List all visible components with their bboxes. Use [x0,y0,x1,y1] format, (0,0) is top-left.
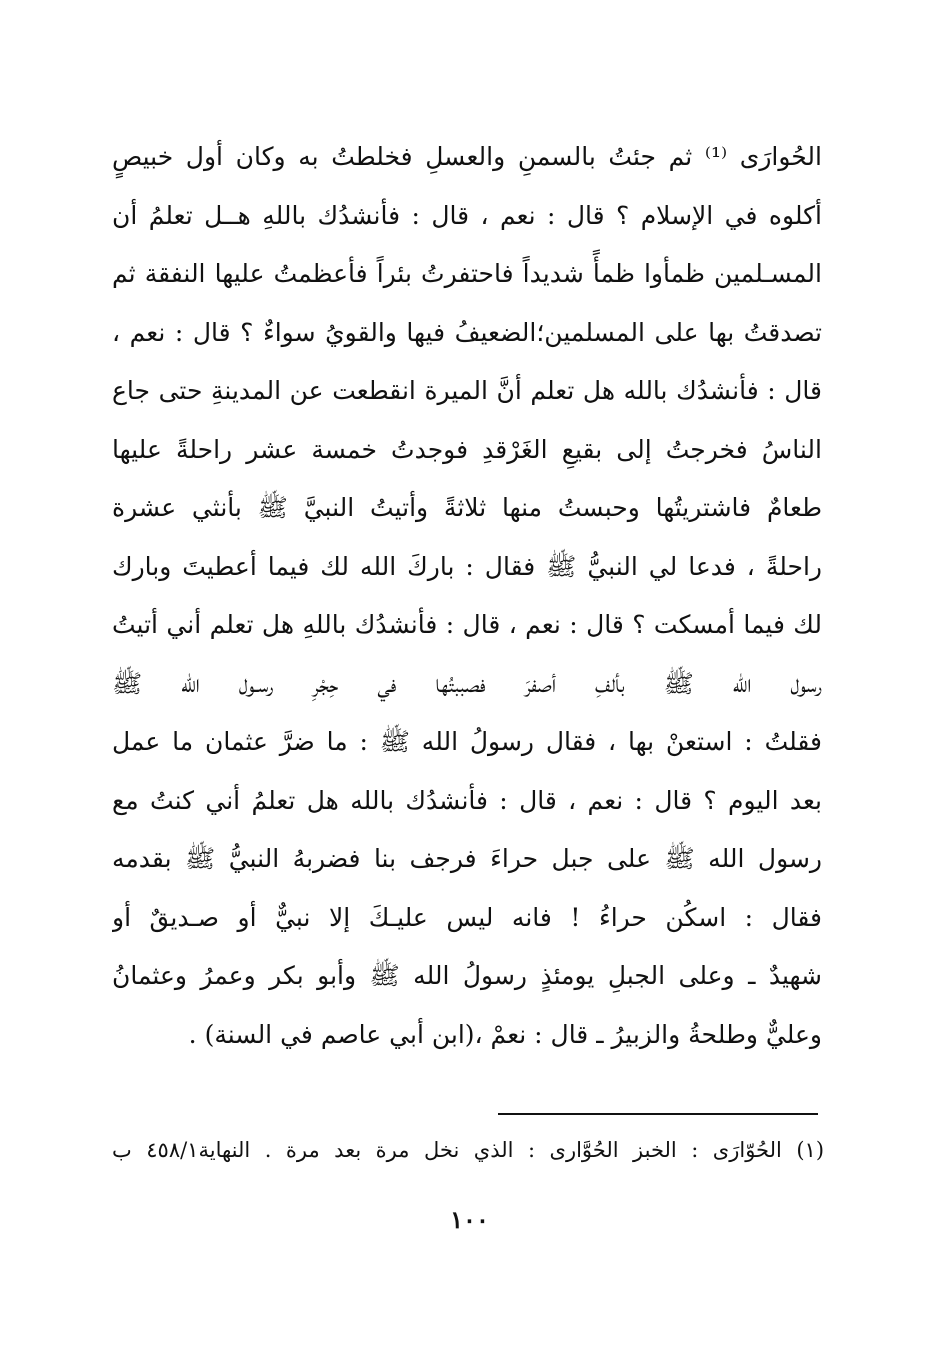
body-line: رسول الله ﷺ على جبل حراءَ فرجف بنا فضربهُ النبيُّ ﷺ بقدمه [112,844,822,873]
body-line: أكلوه في الإسلام ؟ قال : نعم ، قال : فأنشدُك باللهِ هــل تعلمُ أن [112,200,822,230]
body-line: الناسُ فخرجتُ إلى بقيعِ الغَرْقدِ فوجدتُ خمسة عشر راحلةً عليها [112,434,822,464]
body-line: راحلةً ، فدعا لي النبيُّ ﷺ فقال : باركَ الله لك فيما أعطيتَ وبارك [112,551,822,581]
body-line: وعليٌّ وطلحةُ والزبيرُ ـ قال : نعمْ ،(ابن أبي عاصم في السنة) . [188,1019,822,1049]
body-line: رسول الله ﷺ بألفِ أصفرَ فصببتُها في حِجْرِ رسـول الله ﷺ [112,668,822,698]
body-line: المسـلمين ظمأوا ظمأً شديداً فاحتفرتُ بئراً فأعظمتُ عليها النفقة ثم [112,259,822,288]
footnote: (۱) الحُوّارَى : الخبز الحُوَّارى : الذي نخل مرة بعد مرة . النهاية٤٥٨/١ ب [112,1138,824,1162]
body-text [112,128,822,1064]
body-line: قال : فأنشدُك بالله هل تعلم أنَّ الميرة انقطعت عن المدينةِ حتى جاع [112,376,822,405]
body-line: لك فيما أمسكت ؟ قال : نعم ، قال : فأنشدُك باللهِ هل تعلم أني أتيتُ [112,610,822,639]
body-line: شهيدٌ ـ وعلى الجبلِ يومئذٍ رسولُ الله ﷺ وأبو بكر وعمرُ وعثمانُ [112,961,822,990]
body-line: الحُوارَى ⁽¹⁾ ثم جئتُ بالسمنِ والعسلِ فخلطتُ به وكان أول خبيصٍ [112,142,822,171]
body-line: طعامٌ فاشتريتُها وحبستُ منها ثلاثةً وأتيتُ النبيَّ ﷺ بأنثي عشرة [112,493,822,522]
page-number: ١٠٠ [450,1205,489,1234]
body-line: تصدقتُ بها على المسلمين؛الضعيفُ فيها والقويُ سواءٌ ؟ قال : نعم ، [112,317,822,347]
body-line: فقال : اسكُن حراءُ ! فانه ليس عليـكَ إلا نبيٌّ أو صـديقٌ أو [112,902,822,932]
body-line: فقلتُ : استعنْ بها ، فقال رسولُ الله ﷺ : ما ضرَّ عثمان ما عمل [112,727,822,756]
footnote-divider [498,1113,818,1115]
body-line: بعد اليوم ؟ قال : نعم ، قال : فأنشدُك بالله هل تعلمُ أني كنتُ مع [112,785,822,815]
